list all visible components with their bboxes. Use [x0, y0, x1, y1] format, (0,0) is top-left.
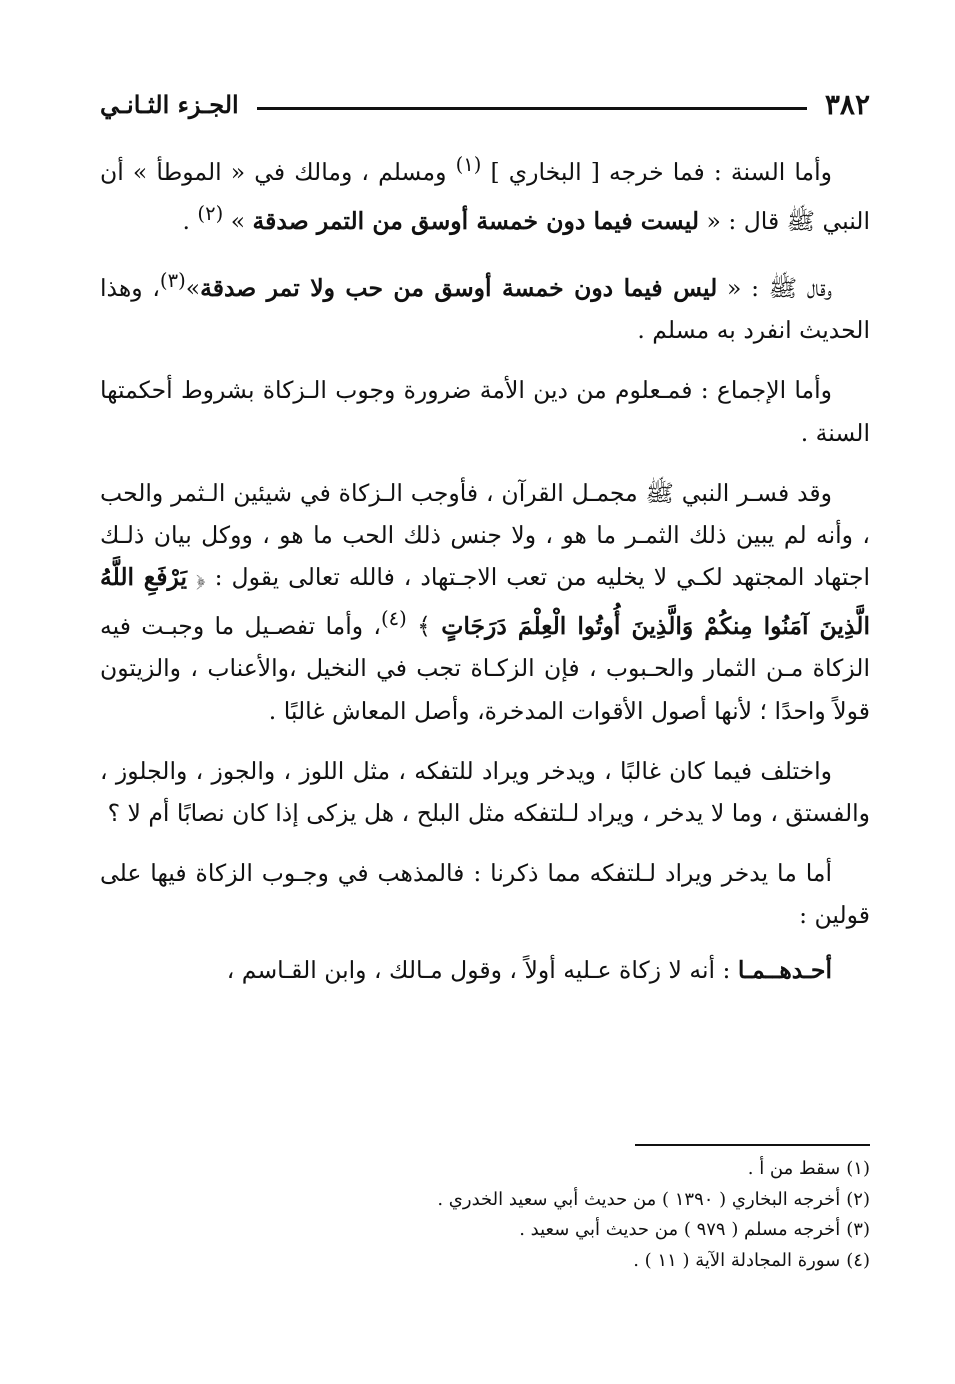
footnote-marker: (٢) — [846, 1188, 870, 1210]
volume-title: الجـزء الثـانـي — [100, 90, 239, 119]
paragraph-sunnah: وأما السنة : فما خرجه [ البخاري ] $^{(١)}$ ومسلم ، ومالك في « الموطأ » أن النبي ﷺ قال : « ليست فيما دون خمسة أوسق من التمر صدقة » $^{(٢)}$ . — [100, 153, 870, 235]
footnotes — [100, 1154, 870, 1276]
footnote-ref-2: (٢) — [197, 202, 224, 226]
paragraph-tafsir: وقد فسـر النبي ﷺ مجمـل القرآن ، فأوجب الـزكاة في شيئين الـثمر والحب ، وأنه لم يبين ذلك الثمـر ما هو ، ولا جنس ذلك الحب ما هو ، ووكل بيان ذلـك اجتهاد المجتهد لكـي لا يخليه من تعب الاجـتهاد ، فالله تعالى يقول : ﴿ يَرْفَعِ اللَّهُ الَّذِينَ آمَنُوا مِنكُمْ وَالَّذِينَ أُوتُوا الْعِلْمَ دَرَجَاتٍ ﴾ $^{(٤)}$، وأما تفصـيل ما وجبـت فيه الزكاة مـن الثمار والحـبوب ، فإن الزكـاة تجب في النخيل ،والأعناب ، والزيتون قولاً واحدًا ؛ لأنها أصول الأقوات المدخرة، وأصل المعاش غالبًا . — [100, 478, 870, 725]
footnote-2 — [100, 1185, 870, 1216]
footnote-ref-4: (٤) — [381, 607, 407, 631]
footnote-1 — [100, 1154, 870, 1185]
footnote-marker: (٤) — [846, 1249, 870, 1271]
hadith-quote: ليست فيما دون خمسة أوسق من التمر صدقة — [252, 206, 700, 235]
footnote-3 — [100, 1215, 870, 1246]
footnote-4 — [100, 1246, 870, 1277]
paragraph-hadith-muslim: وقال ﷺ : « ليس فيما دون خمسة أوسق من حب ولا تمر صدقة»$^{(٣)}$، وهذا الحديث انفرد به مسلم . — [100, 269, 870, 345]
footnote-text: أخرجه مسلم ( ٩٧٩ ) من حديث أبي سعيد . — [519, 1219, 841, 1240]
footnote-marker: (١) — [846, 1158, 870, 1179]
quran-verse: يَرْفَعِ اللَّهُ الَّذِينَ آمَنُوا مِنكُمْ وَالَّذِينَ أُوتُوا الْعِلْمَ دَرَجَاتٍ — [100, 563, 870, 641]
paragraph-ikhtilaf: واختلف فيما كان غالبًا ، ويدخر ويراد للتفكه ، مثل اللوز ، والجوز ، والجلوز ، والفستق ، وما لا يدخر ، ويراد لـلتفكه مثل البلح ، هل يزكى إذا كان نصابًا أم لا ؟ — [100, 756, 870, 827]
footnote-marker: (٣) — [846, 1219, 870, 1240]
page-number: ٣٨٢ — [824, 88, 870, 121]
footnote-text: أخرجه البخاري ( ١٣٩٠ ) من حديث أبي سعيد الخدري . — [437, 1188, 841, 1210]
paragraph-ijma: وأما الإجماع : فمـعلوم من دين الأمة ضرورة وجوب الـزكاة بشروط أحكمتها السنة . — [100, 376, 870, 447]
paragraph-madhhab: أما ما يدخر ويراد لـلتفكه مما ذكرنا : فالمذهب في وجـوب الزكاة فيها على قولين : — [100, 859, 870, 930]
paragraph-first-opinion: أحـدهــمـا : أنه لا زكاة عـليه أولاً ، وقول مـالك ، وابن القـاسم ، — [226, 955, 832, 984]
main-text — [100, 144, 870, 991]
footnote-ref-3: (٣) — [159, 269, 186, 293]
hadith-quote: ليس فيما دون خمسة أوسق من حب ولا تمر صدقة — [200, 273, 718, 302]
footnote-text: سورة المجادلة الآية ( ١١ ) . — [633, 1249, 841, 1271]
book-page — [100, 84, 870, 1314]
header-rule — [257, 107, 807, 110]
footnote-ref-1: (١) — [455, 153, 482, 176]
paragraph-lead: أحـدهــمـا — [737, 955, 832, 984]
footnote-divider — [635, 1144, 870, 1146]
running-header — [100, 84, 870, 126]
footnote-text: سقط من أ . — [747, 1158, 841, 1179]
